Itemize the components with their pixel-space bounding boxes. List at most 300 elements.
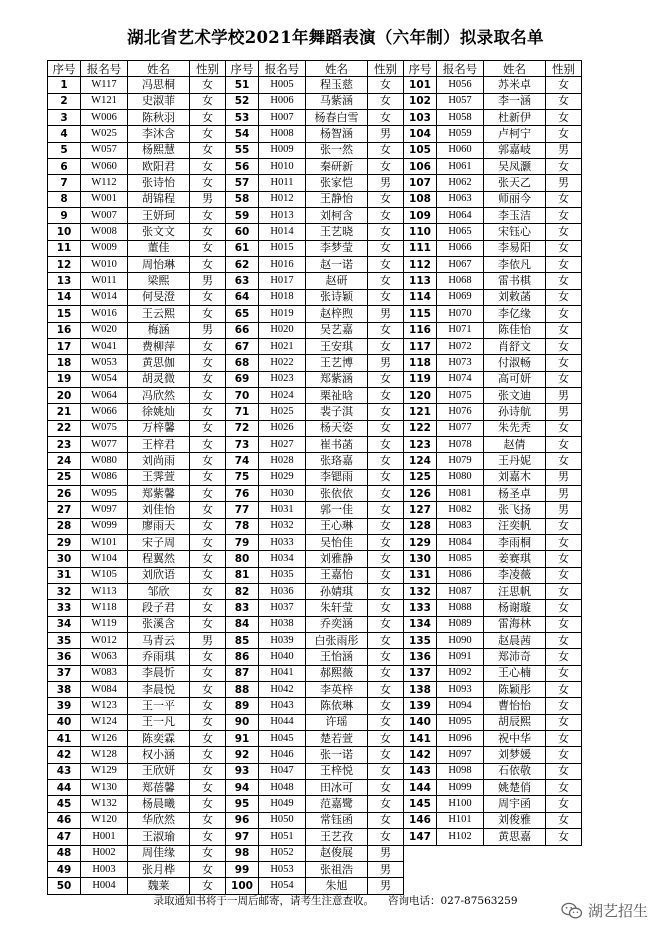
gender: 女 [190, 371, 226, 387]
gender: 女 [190, 240, 226, 256]
gender: 女 [546, 829, 582, 845]
seq-no: 127 [404, 502, 437, 518]
gender: 女 [368, 665, 404, 681]
student-name: 栗祉晗 [306, 387, 368, 403]
gender: 女 [546, 371, 582, 387]
reg-no: H059 [437, 126, 484, 142]
gender: 女 [190, 453, 226, 469]
student-name: 王一平 [128, 698, 190, 714]
table-row [48, 142, 582, 158]
seq-no: 59 [226, 208, 259, 224]
reg-no: W126 [81, 731, 128, 747]
reg-no: W020 [81, 322, 128, 338]
student-name: 董佳 [128, 240, 190, 256]
student-name: 田冰可 [306, 780, 368, 796]
reg-no: H010 [259, 159, 306, 175]
reg-no: H093 [437, 682, 484, 698]
seq-no: 122 [404, 420, 437, 436]
seq-no: 74 [226, 453, 259, 469]
student-name: 朱先秃 [484, 420, 546, 436]
gender: 男 [546, 387, 582, 403]
gender: 男 [368, 845, 404, 861]
gender: 男 [546, 404, 582, 420]
reg-no: H043 [259, 698, 306, 714]
reg-no: W063 [81, 649, 128, 665]
gender: 女 [190, 780, 226, 796]
table-row [48, 175, 582, 191]
seq-no: 95 [226, 796, 259, 812]
seq-no: 108 [404, 191, 437, 207]
gender: 女 [368, 142, 404, 158]
reg-no: W128 [81, 747, 128, 763]
reg-no: H017 [259, 273, 306, 289]
reg-no: H039 [259, 633, 306, 649]
student-name: 张依依 [306, 485, 368, 501]
gender: 女 [190, 812, 226, 828]
table-row [48, 126, 582, 142]
gender: 女 [190, 698, 226, 714]
student-name: 刘雅静 [306, 551, 368, 567]
student-name: 白张雨彤 [306, 633, 368, 649]
seq-no: 18 [48, 355, 81, 371]
reg-no: W101 [81, 534, 128, 550]
reg-no: H028 [259, 453, 306, 469]
seq-no: 131 [404, 567, 437, 583]
seq-no: 55 [226, 142, 259, 158]
reg-no: H077 [437, 420, 484, 436]
reg-no: H068 [437, 273, 484, 289]
student-name: 崔书菡 [306, 436, 368, 452]
gender: 女 [190, 306, 226, 322]
gender: 女 [190, 404, 226, 420]
gender: 女 [368, 208, 404, 224]
table-row [48, 731, 582, 747]
reg-no: H052 [259, 845, 306, 861]
reg-no: H029 [259, 469, 306, 485]
reg-no: W099 [81, 518, 128, 534]
gender: 女 [368, 257, 404, 273]
reg-no: W113 [81, 584, 128, 600]
student-name: 卢柯宁 [484, 126, 546, 142]
seq-no: 51 [226, 77, 259, 93]
seq-no: 121 [404, 404, 437, 420]
table-row [48, 616, 582, 632]
student-name: 王霁萱 [128, 469, 190, 485]
reg-no: H053 [259, 861, 306, 877]
student-name: 魏莱 [128, 878, 190, 894]
seq-no: 119 [404, 371, 437, 387]
mail-notice: 录取通知书将于一周后邮寄，请考生注意查收。 [153, 895, 374, 907]
student-name: 李易阳 [484, 240, 546, 256]
gender: 女 [190, 387, 226, 403]
seq-no: 56 [226, 159, 259, 175]
gender: 女 [368, 780, 404, 796]
student-name: 王梓君 [128, 436, 190, 452]
student-name: 杜新伊 [484, 110, 546, 126]
gender: 女 [368, 616, 404, 632]
student-name: 付淑畅 [484, 355, 546, 371]
gender: 女 [190, 600, 226, 616]
seq-no: 35 [48, 633, 81, 649]
gender: 男 [368, 861, 404, 877]
reg-no: H041 [259, 665, 306, 681]
student-name: 万梓馨 [128, 420, 190, 436]
seq-no: 83 [226, 600, 259, 616]
student-name: 廖雨天 [128, 518, 190, 534]
gender: 女 [546, 355, 582, 371]
gender: 女 [190, 93, 226, 109]
gender: 女 [190, 355, 226, 371]
gender: 女 [368, 682, 404, 698]
reg-no: H040 [259, 649, 306, 665]
seq-no: 30 [48, 551, 81, 567]
student-name: 杨谢璇 [484, 600, 546, 616]
gender: 女 [190, 682, 226, 698]
seq-no: 88 [226, 682, 259, 698]
student-name: 李晨忻 [128, 665, 190, 681]
gender: 女 [546, 812, 582, 828]
table-row [48, 829, 582, 845]
seq-no: 5 [48, 142, 81, 158]
gender: 女 [368, 796, 404, 812]
col-header: 序号 [48, 61, 81, 77]
seq-no: 72 [226, 420, 259, 436]
table-row [48, 518, 582, 534]
seq-no: 142 [404, 747, 437, 763]
seq-no: 133 [404, 600, 437, 616]
student-name: 张月桦 [128, 861, 190, 877]
student-name: 张天乙 [484, 175, 546, 191]
student-name: 张飞扬 [484, 502, 546, 518]
student-name: 裴子淇 [306, 404, 368, 420]
student-name: 周佳缘 [128, 845, 190, 861]
student-name: 赵梓煦 [306, 306, 368, 322]
table-row [48, 878, 582, 894]
student-name: 刘柯含 [306, 208, 368, 224]
seq-no: 132 [404, 584, 437, 600]
table-row [48, 534, 582, 550]
seq-no: 103 [404, 110, 437, 126]
student-name: 李锶雨 [306, 469, 368, 485]
student-name: 刘敕菡 [484, 289, 546, 305]
gender: 女 [546, 77, 582, 93]
gender: 女 [546, 273, 582, 289]
student-name: 胡灵微 [128, 371, 190, 387]
gender: 女 [190, 763, 226, 779]
reg-no: H095 [437, 714, 484, 730]
watermark-text: 湖艺招生 [588, 902, 649, 920]
table-row [48, 110, 582, 126]
watermark [561, 900, 648, 921]
reg-no: H071 [437, 322, 484, 338]
gender: 女 [190, 584, 226, 600]
reg-no: H048 [259, 780, 306, 796]
reg-no: W104 [81, 551, 128, 567]
reg-no: H031 [259, 502, 306, 518]
seq-no: 50 [48, 878, 81, 894]
gender: 女 [546, 338, 582, 354]
gender: 女 [190, 567, 226, 583]
reg-no: H022 [259, 355, 306, 371]
student-name: 冯欣然 [128, 387, 190, 403]
gender: 女 [190, 224, 226, 240]
student-name: 郭嘉岐 [484, 142, 546, 158]
student-name: 黄思嘉 [484, 829, 546, 845]
student-name: 权小涵 [128, 747, 190, 763]
student-name: 李凌薇 [484, 567, 546, 583]
table-row [48, 780, 582, 796]
gender: 女 [190, 485, 226, 501]
table-row [48, 224, 582, 240]
table-row [48, 387, 582, 403]
col-header: 性别 [368, 61, 404, 77]
table-row [48, 502, 582, 518]
empty-cell [437, 861, 484, 877]
reg-no: H016 [259, 257, 306, 273]
gender: 女 [546, 698, 582, 714]
student-name: 李一涵 [484, 93, 546, 109]
reg-no: H067 [437, 257, 484, 273]
seq-no: 115 [404, 306, 437, 322]
reg-no: W084 [81, 682, 128, 698]
reg-no: W008 [81, 224, 128, 240]
col-header: 姓名 [128, 61, 190, 77]
reg-no: W057 [81, 142, 128, 158]
student-name: 赵俊展 [306, 845, 368, 861]
seq-no: 48 [48, 845, 81, 861]
student-name: 李玉洁 [484, 208, 546, 224]
gender: 女 [190, 731, 226, 747]
reg-no: W083 [81, 665, 128, 681]
seq-no: 99 [226, 861, 259, 877]
student-name: 赵一诺 [306, 257, 368, 273]
student-name: 陈佳怡 [484, 322, 546, 338]
seq-no: 54 [226, 126, 259, 142]
seq-no: 79 [226, 534, 259, 550]
gender: 女 [190, 845, 226, 861]
student-name: 欧阳君 [128, 159, 190, 175]
reg-no: W041 [81, 338, 128, 354]
student-name: 李英梓 [306, 682, 368, 698]
gender: 男 [368, 175, 404, 191]
student-name: 梁熙 [128, 273, 190, 289]
reg-no: H032 [259, 518, 306, 534]
student-name: 雷书棋 [484, 273, 546, 289]
table-row [48, 584, 582, 600]
gender: 女 [368, 518, 404, 534]
table-row [48, 273, 582, 289]
reg-no: H073 [437, 355, 484, 371]
seq-no: 40 [48, 714, 81, 730]
gender: 男 [368, 355, 404, 371]
gender: 女 [190, 77, 226, 93]
reg-no: H089 [437, 616, 484, 632]
reg-no: H035 [259, 567, 306, 583]
table-row [48, 469, 582, 485]
seq-no: 65 [226, 306, 259, 322]
reg-no: W054 [81, 371, 128, 387]
student-name: 吴艺嘉 [306, 322, 368, 338]
reg-no: H007 [259, 110, 306, 126]
gender: 女 [546, 665, 582, 681]
gender: 女 [190, 747, 226, 763]
reg-no: W016 [81, 306, 128, 322]
reg-no: H090 [437, 633, 484, 649]
table-row [48, 649, 582, 665]
reg-no: W112 [81, 175, 128, 191]
reg-no: W060 [81, 159, 128, 175]
student-name: 张诗颖 [306, 289, 368, 305]
roster-table [47, 60, 582, 895]
table-row [48, 600, 582, 616]
student-name: 杨春白雪 [306, 110, 368, 126]
student-name: 李雨桐 [484, 534, 546, 550]
seq-no: 109 [404, 208, 437, 224]
gender: 女 [546, 257, 582, 273]
student-name: 王欣妍 [128, 763, 190, 779]
student-name: 吴凤灏 [484, 159, 546, 175]
seq-no: 85 [226, 633, 259, 649]
gender: 女 [190, 338, 226, 354]
reg-no: H074 [437, 371, 484, 387]
seq-no: 124 [404, 453, 437, 469]
reg-no: H036 [259, 584, 306, 600]
table-row [48, 322, 582, 338]
student-name: 孙婧琪 [306, 584, 368, 600]
gender: 女 [546, 208, 582, 224]
seq-no: 4 [48, 126, 81, 142]
student-name: 王一凡 [128, 714, 190, 730]
student-name: 赵倩 [484, 436, 546, 452]
gender: 女 [368, 633, 404, 649]
gender: 女 [546, 649, 582, 665]
reg-no: H051 [259, 829, 306, 845]
seq-no: 129 [404, 534, 437, 550]
table-row [48, 93, 582, 109]
seq-no: 11 [48, 240, 81, 256]
reg-no: H056 [437, 77, 484, 93]
reg-no: H084 [437, 534, 484, 550]
table-row [48, 257, 582, 273]
seq-no: 32 [48, 584, 81, 600]
seq-no: 60 [226, 224, 259, 240]
seq-no: 105 [404, 142, 437, 158]
student-name: 赵晨茜 [484, 633, 546, 649]
student-name: 王丹妮 [484, 453, 546, 469]
seq-no: 42 [48, 747, 81, 763]
gender: 女 [546, 600, 582, 616]
seq-no: 58 [226, 191, 259, 207]
student-name: 史淑菲 [128, 93, 190, 109]
reg-no: W075 [81, 420, 128, 436]
seq-no: 46 [48, 812, 81, 828]
seq-no: 63 [226, 273, 259, 289]
header-row [48, 61, 582, 77]
reg-no: W097 [81, 502, 128, 518]
student-name: 雷海林 [484, 616, 546, 632]
reg-no: H005 [259, 77, 306, 93]
col-header: 姓名 [484, 61, 546, 77]
gender: 女 [368, 191, 404, 207]
table-row [48, 355, 582, 371]
reg-no: H062 [437, 175, 484, 191]
student-name: 刘佳怡 [128, 502, 190, 518]
seq-no: 2 [48, 93, 81, 109]
gender: 女 [546, 306, 582, 322]
empty-cell [437, 878, 484, 894]
seq-no: 80 [226, 551, 259, 567]
gender: 女 [190, 175, 226, 191]
seq-no: 36 [48, 649, 81, 665]
reg-no: H045 [259, 731, 306, 747]
table-row [48, 338, 582, 354]
student-name: 张文文 [128, 224, 190, 240]
reg-no: H009 [259, 142, 306, 158]
gender: 女 [368, 289, 404, 305]
student-name: 冯思桐 [128, 77, 190, 93]
seq-no: 147 [404, 829, 437, 845]
student-name: 张祖浩 [306, 861, 368, 877]
gender: 女 [190, 665, 226, 681]
gender: 女 [368, 698, 404, 714]
seq-no: 27 [48, 502, 81, 518]
seq-no: 3 [48, 110, 81, 126]
reg-no: H058 [437, 110, 484, 126]
gender: 女 [368, 224, 404, 240]
student-name: 张一诺 [306, 747, 368, 763]
student-name: 周宇函 [484, 796, 546, 812]
table-row [48, 371, 582, 387]
seq-no: 70 [226, 387, 259, 403]
reg-no: W130 [81, 780, 128, 796]
reg-no: W064 [81, 387, 128, 403]
student-name: 赵研 [306, 273, 368, 289]
student-name: 苏米卓 [484, 77, 546, 93]
reg-no: H096 [437, 731, 484, 747]
reg-no: H020 [259, 322, 306, 338]
seq-no: 104 [404, 126, 437, 142]
seq-no: 69 [226, 371, 259, 387]
gender: 女 [546, 110, 582, 126]
gender: 女 [190, 616, 226, 632]
reg-no: H060 [437, 142, 484, 158]
table-row [48, 404, 582, 420]
gender: 女 [190, 208, 226, 224]
seq-no: 45 [48, 796, 81, 812]
seq-no: 116 [404, 322, 437, 338]
seq-no: 23 [48, 436, 81, 452]
reg-no: H081 [437, 485, 484, 501]
empty-cell [404, 861, 437, 877]
student-name: 王怡涵 [306, 649, 368, 665]
student-name: 费柳萍 [128, 338, 190, 354]
table-row [48, 698, 582, 714]
gender: 女 [368, 273, 404, 289]
reg-no: H018 [259, 289, 306, 305]
student-name: 常钰函 [306, 812, 368, 828]
reg-no: H038 [259, 616, 306, 632]
reg-no: H087 [437, 584, 484, 600]
reg-no: H030 [259, 485, 306, 501]
student-name: 张珞嘉 [306, 453, 368, 469]
gender: 女 [546, 322, 582, 338]
gender: 女 [546, 551, 582, 567]
gender: 男 [368, 306, 404, 322]
student-name: 胡辰熙 [484, 714, 546, 730]
seq-no: 39 [48, 698, 81, 714]
seq-no: 28 [48, 518, 81, 534]
gender: 女 [190, 878, 226, 894]
